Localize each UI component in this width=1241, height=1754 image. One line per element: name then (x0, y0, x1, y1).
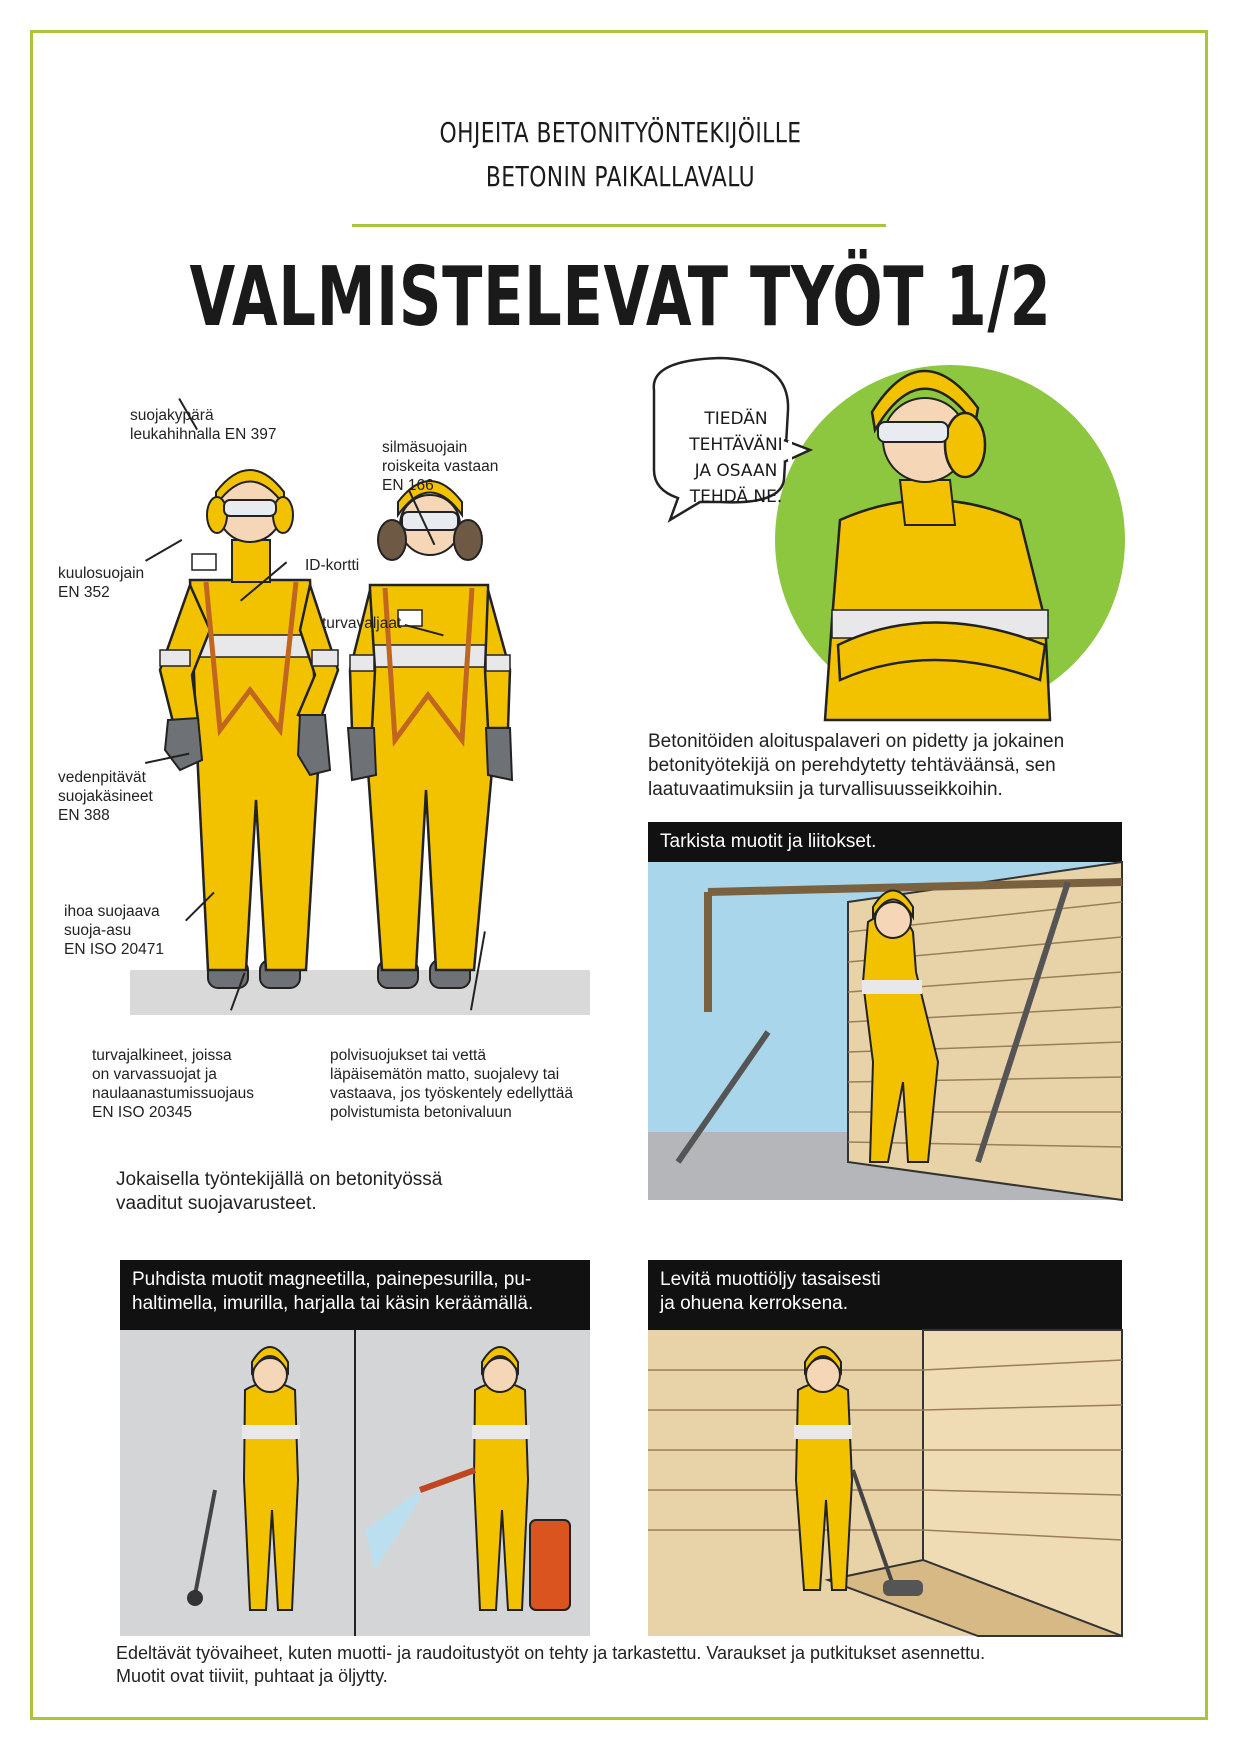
briefing-text: Betonitöiden aloituspalaveri on pidetty ja jokainen betonityötekijä on perehdytetty tehtäväänsä, sen laatuvaatimuksiin ja turvallisuusseikkoihin. (648, 731, 1065, 800)
label-harness: turvavaljaat (322, 615, 402, 632)
label-suit: ihoa suojaava suoja-asu EN ISO 20471 (64, 903, 164, 958)
panel-oil-illustration (648, 1330, 1122, 1636)
panel-clean-caption: Puhdista muotit magneetilla, painepesurilla, pu- haltimella, imurilla, harjalla tai käsin keräämällä. (120, 1260, 590, 1330)
panel-check-illustration (648, 862, 1122, 1200)
label-id-card: ID-kortti (305, 557, 360, 574)
panel-oil-caption: Levitä muottiöljy tasaisesti ja ohuena kerroksena. (648, 1260, 1122, 1330)
worker-right-figure (348, 481, 512, 988)
ppe-workers-illustration (120, 470, 600, 1030)
header-rule (352, 224, 886, 227)
footer-text: Edeltävät työvaiheet, kuten muotti- ja raudoitustyöt on tehty ja tarkastettu. Varaukset ja putkitukset asennettu. Muotit ovat tiiviit, puhtaat ja öljytty. (116, 1643, 986, 1686)
label-boots: turvajalkineet, joissa on varvassuojat ja naulaanastumissuojaus EN ISO 20345 (92, 1047, 254, 1121)
label-hearing: kuulosuojain EN 352 (58, 565, 145, 601)
page-title: VALMISTELEVAT TYÖT 1/2 (189, 250, 1052, 345)
speech-bubble-text: TIEDÄN TEHTÄVÄNI JA OSAAN TEHDÄ NE. (689, 409, 783, 507)
label-knee-protection: polvisuojukset tai vettä läpäisemätön matto, suojalevy tai vastaava, jos työskentely edellyttää polvistumista betonivaluun (330, 1047, 573, 1121)
worker-left-figure (160, 470, 338, 988)
label-helmet: suojakypärä leukahihnalla EN 397 (130, 407, 277, 443)
equipment-text: Jokaisella työntekijällä on betonityössä vaaditut suojavarusteet. (116, 1169, 443, 1214)
label-goggles: silmäsuojain roiskeita vastaan EN 166 (382, 439, 499, 494)
header-line-1: OHJEITA BETONITYÖNTEKIJÖILLE (439, 116, 802, 149)
panel-check-caption: Tarkista muotit ja liitokset. (648, 822, 1122, 862)
panel-clean-illustration (120, 1330, 590, 1636)
label-gloves: vedenpitävät suojakäsineet EN 388 (58, 769, 153, 824)
header-line-2: BETONIN PAIKALLAVALU (485, 160, 756, 193)
